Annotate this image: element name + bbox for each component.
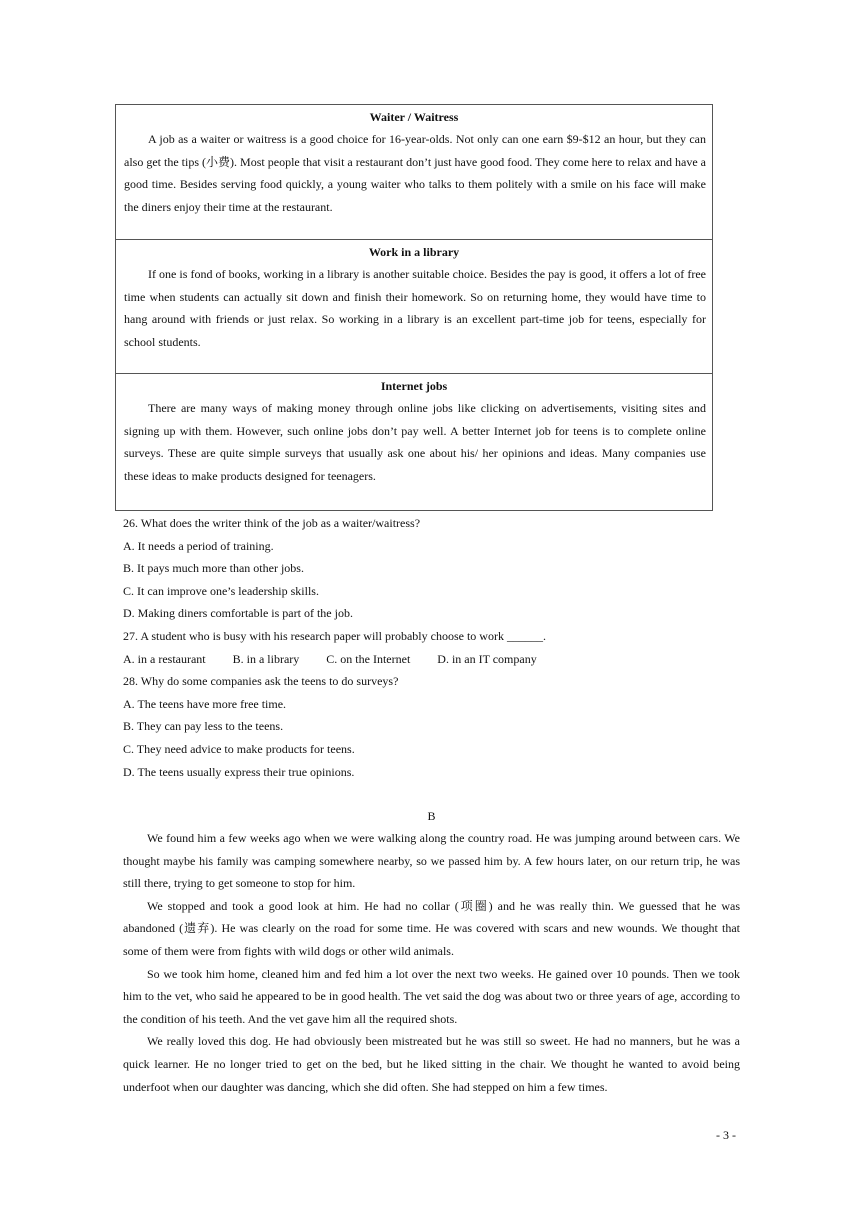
option: D. in an IT company (437, 651, 537, 666)
option: B. in a library (232, 651, 300, 666)
option: A. in a restaurant (123, 651, 206, 666)
option: A. The teens have more free time. (123, 696, 287, 711)
page-number: - 3 - (716, 1128, 736, 1142)
section-heading: B (427, 809, 436, 823)
paragraph: So we took him home, cleaned him and fed him a lot over the next two weeks. He gained over 10 pounds. Then we took him to the vet, who said he appeared to be in good health. The vet said the dog was about two or three years of age, according to the condition of his teeth. And the vet gave him all the required shots. (123, 966, 740, 1026)
option: C. It can improve one’s leadership skills. (123, 583, 319, 598)
box-title: Internet jobs (380, 379, 448, 393)
paragraph: We really loved this dog. He had obviously been mistreated but he was still so sweet. He had no manners, but he was a quick learner. He no longer tried to get on the bed, but he liked sitting in the chair. We thought he wanted to avoid being underfoot when our daughter was dancing, which she did often. She had stepped on him a few times. (123, 1034, 740, 1094)
box-text: There are many ways of making money through online jobs like clicking on advertisements, visiting sites and signing up with them. However, such online jobs don’t pay well. A better Internet job for teens is to complete online surveys. These are quite simple surveys that usually ask one about his/ her opinions and ideas. Many companies use these ideas to make products designed for teenagers. (124, 401, 706, 483)
question-list (123, 512, 723, 783)
option: B. It pays much more than other jobs. (123, 561, 304, 576)
paragraph: We found him a few weeks ago when we were walking along the country road. He was jumping around between cars. We thought maybe his family was camping somewhere nearby, so we passed him by. A few hours later, on our return trip, he was still there, trying to get someone to stop for him. (123, 831, 740, 891)
option: C. on the Internet (326, 651, 411, 666)
box-text: If one is fond of books, working in a library is another suitable choice. Besides the pay is good, it offers a lot of free time when students can actually sit down and finish their homework. So on returning home, they would have time to hang around with friends or just relax. So working in a library is an excellent part-time job for teens, especially for school students. (124, 267, 706, 349)
question-stem: 28. Why do some companies ask the teens to do surveys? (123, 674, 399, 689)
option: A. It needs a period of training. (123, 538, 274, 553)
option-row (123, 648, 723, 671)
box-title: Waiter / Waitress (369, 110, 459, 124)
option: B. They can pay less to the teens. (123, 719, 284, 734)
option: D. Making diners comfortable is part of the job. (123, 606, 353, 621)
option: C. They need advice to make products for teens. (123, 741, 355, 756)
internet-box (115, 373, 713, 511)
box-text: A job as a waiter or waitress is a good choice for 16-year-olds. Not only can one earn $9-$12 an hour, but they can also get the tips (小费). Most people that visit a restaurant don’t just have good food. They come here to relax and have a good time. Besides serving food quickly, a young waiter who talks to them politely with a smile on his face will make the diners enjoy their time at the restaurant. (124, 132, 706, 214)
question-stem: 27. A student who is busy with his research paper will probably choose to work ______. (123, 628, 546, 643)
passage-b (123, 805, 740, 1098)
paragraph: We stopped and took a good look at him. He had no collar (项圈) and he was really thin. We guessed that he was abandoned (遗弃). He was clearly on the road for some time. He was covered with scars and new wounds. We thought that some of them were from fights with wild dogs or other wild animals. (123, 898, 740, 958)
waiter-box (115, 104, 713, 240)
library-box (115, 239, 713, 374)
box-title: Work in a library (368, 245, 460, 259)
question-stem: 26. What does the writer think of the job as a waiter/waitress? (123, 516, 421, 530)
option: D. The teens usually express their true opinions. (123, 764, 355, 779)
